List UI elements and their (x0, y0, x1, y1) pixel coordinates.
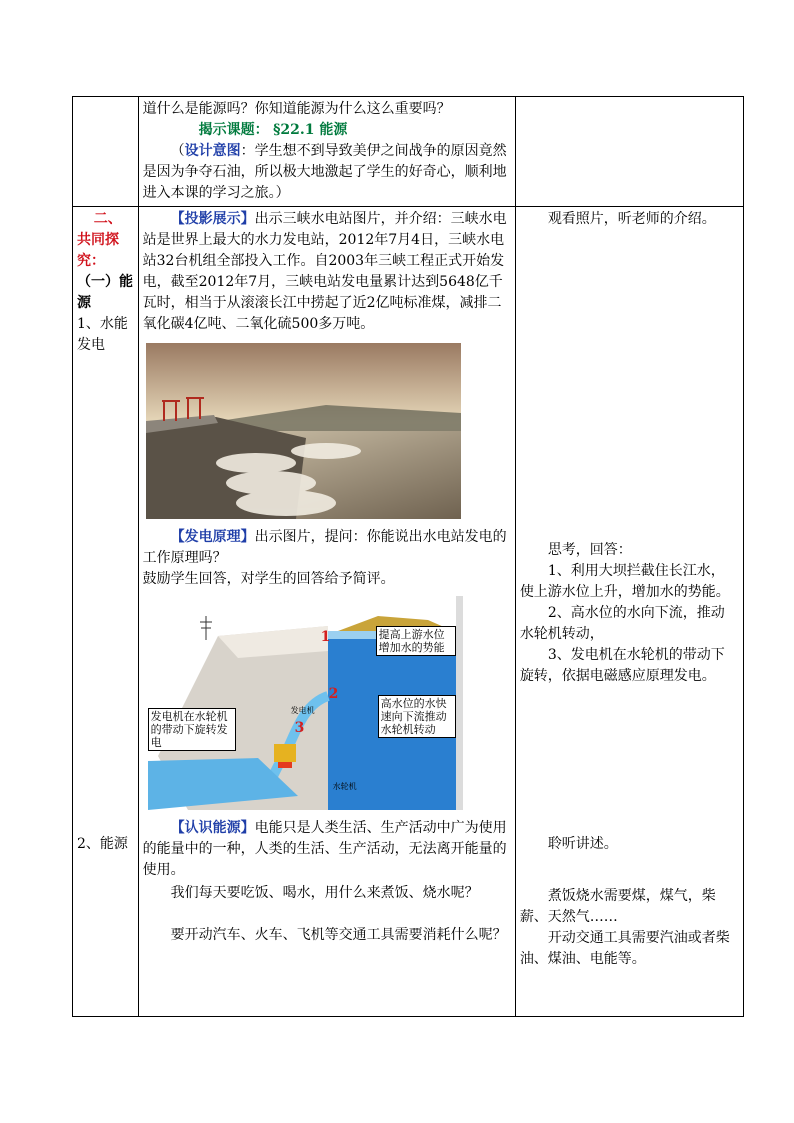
design-intent-label: 设计意图 (184, 143, 241, 159)
student-activity-cell (515, 207, 743, 1017)
principle-paragraph: 【发电原理】出示图片，提问：你能说出水电站发电的工作原理吗？ (142, 529, 507, 566)
diagram-number-1: 1 (320, 629, 331, 645)
student-think: 思考，回答： (547, 542, 632, 558)
student-watch: 观看照片，听老师的介绍。 (547, 211, 716, 227)
item-hydropower: 1、水能发电 (77, 316, 128, 353)
question-cooking: 我们每天要吃饭、喝水，用什么来煮饭、烧水呢？ (170, 885, 479, 901)
student-fuel-answer: 开动交通工具需要汽油或者柴油、煤油、电能等。 (519, 930, 730, 967)
student-answer-2: 2、高水位的水向下流，推动水轮机转动， (519, 605, 725, 642)
three-gorges-dam-photo (146, 343, 461, 519)
continued-question: 道什么是能源吗？你知道能源为什么这么重要吗？ (142, 101, 451, 117)
student-answer-3: 3、发电机在水轮机的带动下旋转，依据电磁感应原理发电。 (519, 647, 725, 684)
student-cooking-answer: 煮饭烧水需要煤，煤气，柴薪、天然气…… (519, 888, 716, 925)
hydropower-diagram (143, 596, 463, 818)
diagram-label-1: 提高上游水位增加水的势能 (376, 626, 456, 656)
lesson-title: §22.1 能源 (273, 122, 348, 138)
student-answer-1: 1、利用大坝拦截住长江水，使上游水位上升，增加水的势能。 (519, 563, 730, 600)
teacher-activity-cell (138, 97, 515, 207)
question-transport: 要开动汽车、火车、飞机等交通工具需要消耗什么呢？ (170, 927, 507, 943)
teacher-activity-cell (138, 207, 515, 1017)
recognize-energy-paragraph: 【认识能源】电能只是人类生活、生产活动中广为使用的能量中的一种，人类的生活、生产活动，无法离开能量的使用。 (142, 820, 507, 878)
stage-cell (73, 207, 139, 1017)
table-row (73, 97, 744, 207)
lesson-plan-table (72, 96, 744, 1017)
projection-paragraph: 【投影展示】出示三峡水电站图片，并介绍：三峡水电站是世界上最大的水力发电站，2012年7月4日，三峡水电站32台机组全部投入工作。自2003年三峡工程正式开始发电，截至2012年7月，三峡电站发电量累计达到5648亿千瓦时，相当于从滚滚长江中捞起了近2亿吨标准煤，减排二氧化碳4亿吨、二氧化硫500多万吨。 (142, 211, 507, 332)
diagram-label-2: 高水位的水快速向下流推动水轮机转动 (378, 695, 456, 738)
student-activity-cell-empty (515, 97, 743, 207)
student-listen: 聆听讲述。 (547, 836, 618, 852)
diagram-turbine-tag: 水轮机 (332, 782, 357, 791)
recognize-energy-label: 【认识能源】 (170, 820, 255, 836)
stage-cell-empty (73, 97, 139, 207)
table-row (73, 207, 744, 1017)
subsection-title: （一）能源 (77, 274, 133, 311)
item-energy: 2、能源 (77, 836, 128, 852)
design-intent: （设计意图：学生想不到导致美伊之间战争的原因竟然是因为争夺石油，所以极大地激起了学生的好奇心，顺利地进入本课的学习之旅。） (142, 143, 507, 201)
reveal-topic-label: 揭示课题： (198, 122, 269, 138)
section-title: 二、共同探究： (77, 211, 122, 269)
diagram-number-2: 2 (328, 686, 339, 702)
principle-label: 【发电原理】 (170, 529, 255, 545)
diagram-label-3: 发电机在水轮机的带动下旋转发电 (148, 708, 236, 751)
principle-encourage: 鼓励学生回答，对学生的回答给予简评。 (142, 571, 395, 587)
diagram-generator-tag: 发电机 (290, 706, 315, 715)
projection-label: 【投影展示】 (170, 211, 255, 227)
diagram-number-3: 3 (294, 720, 305, 736)
